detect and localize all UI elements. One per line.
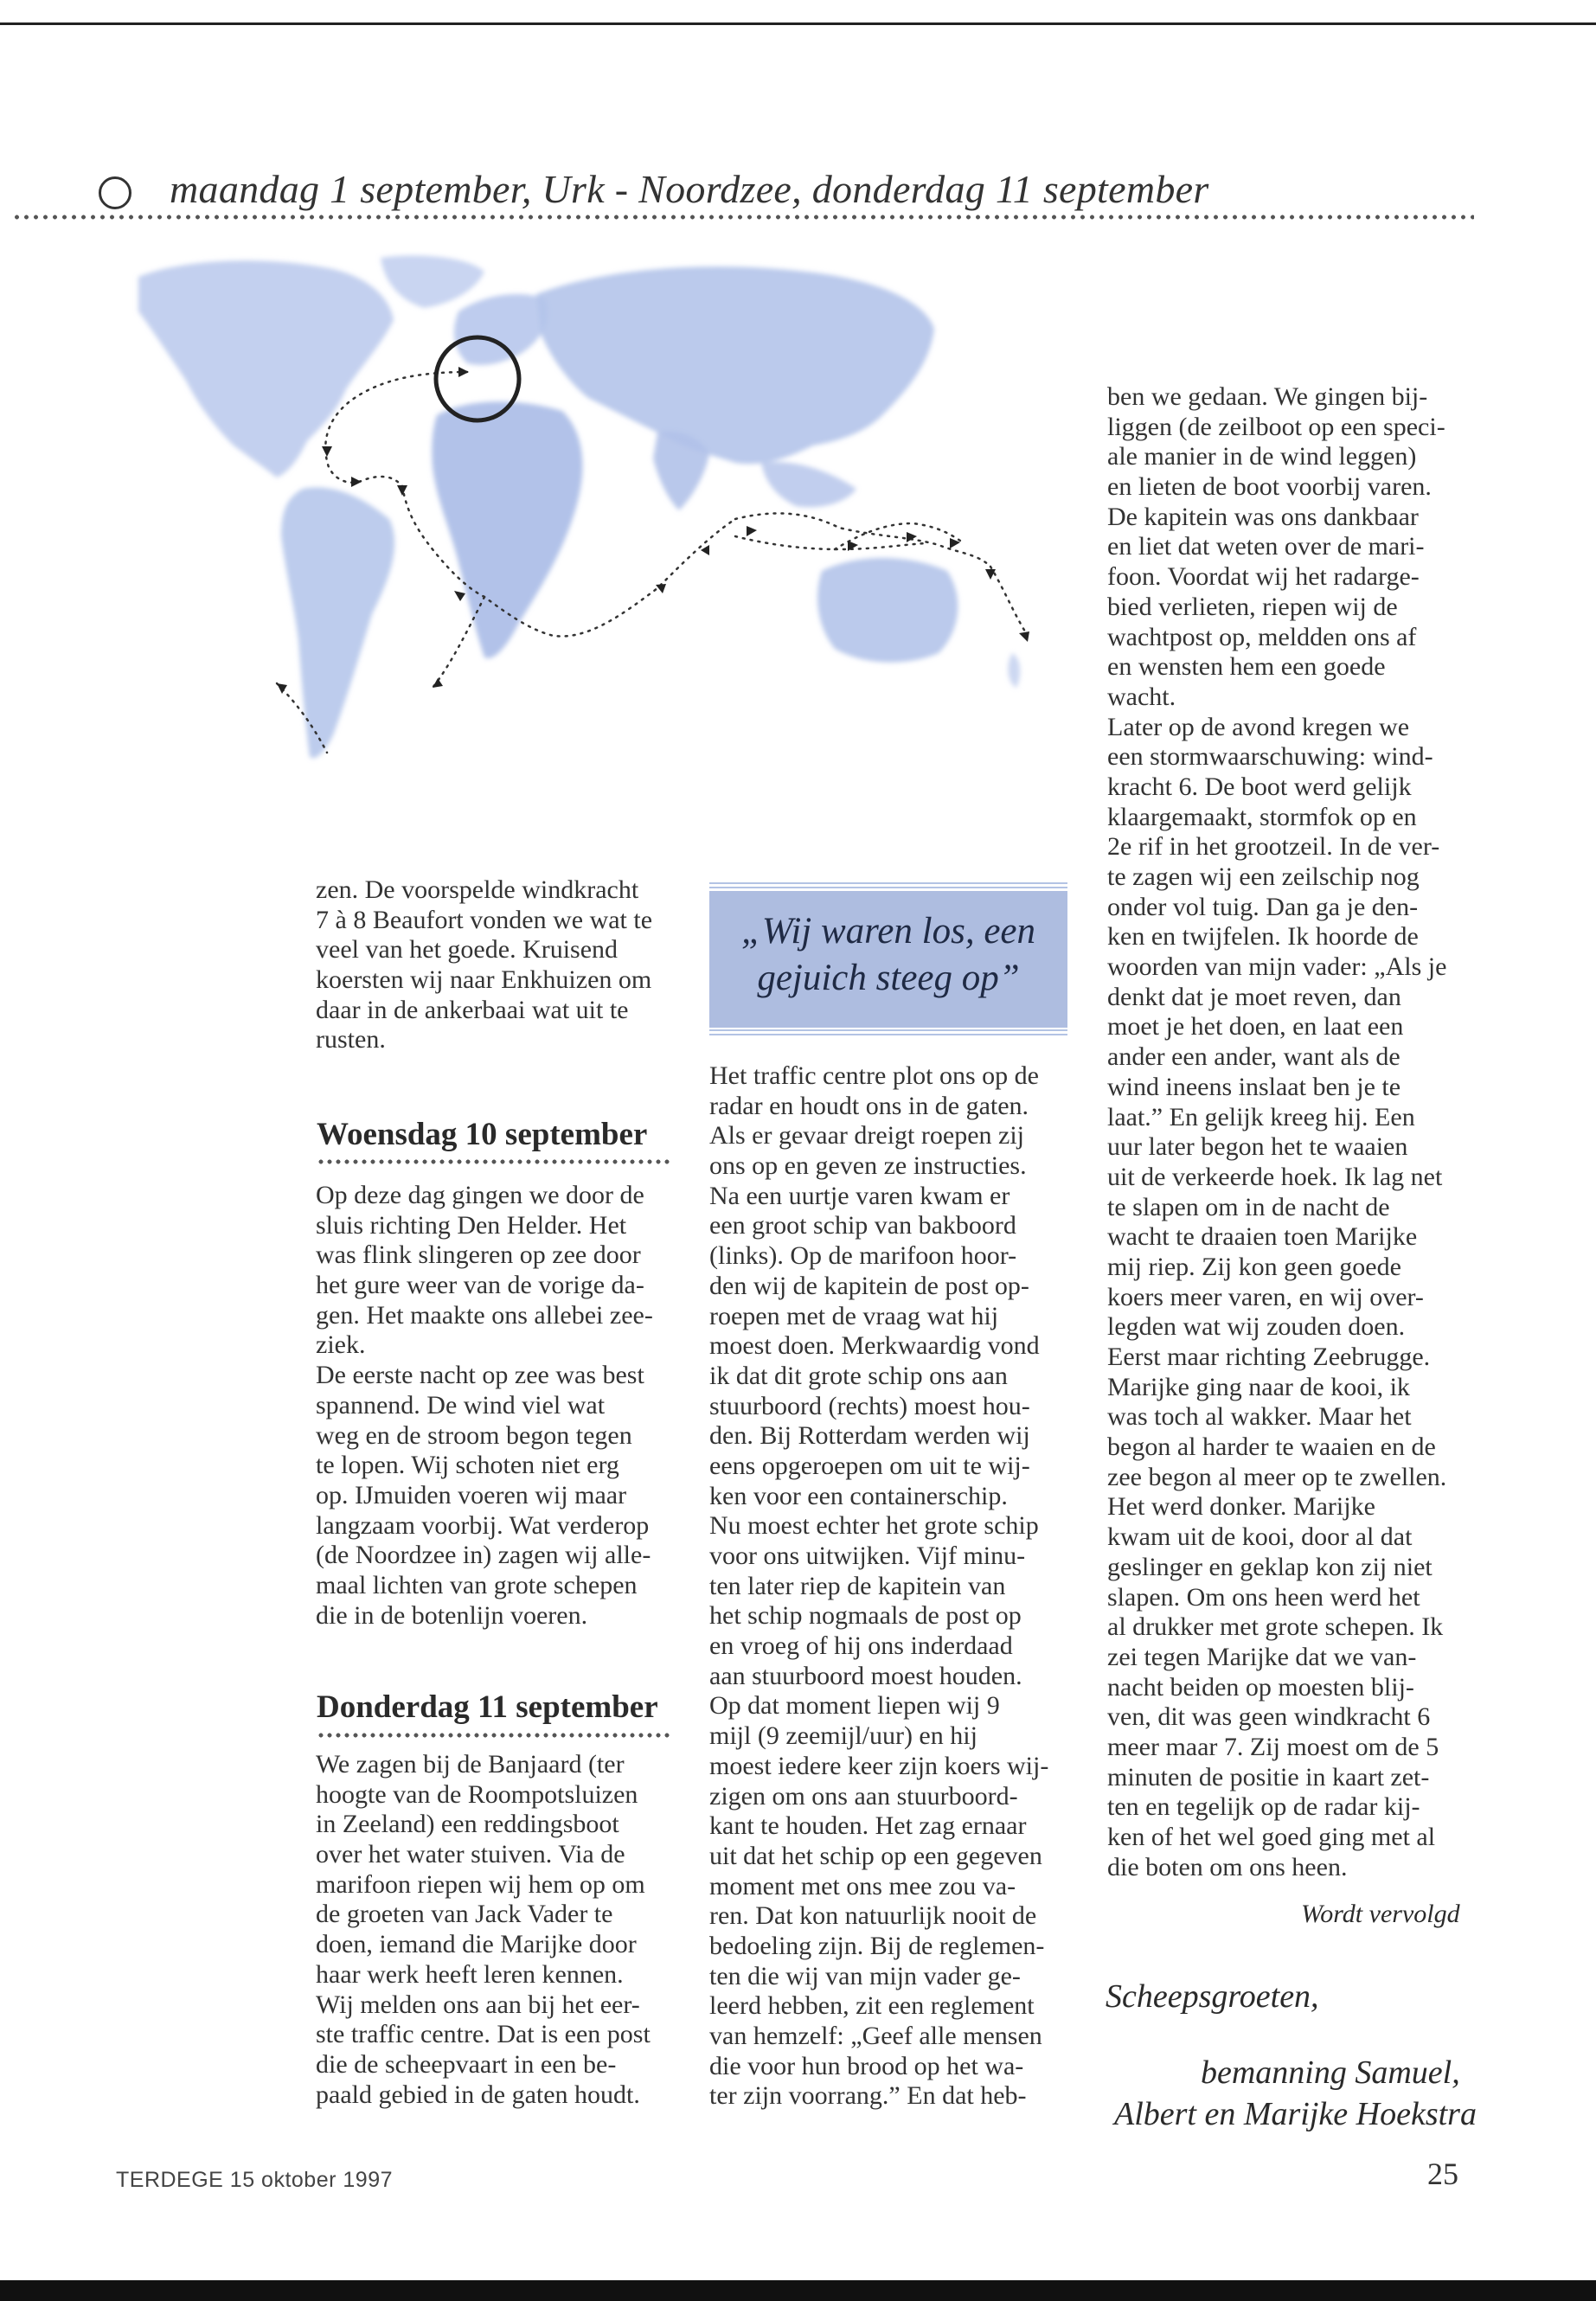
text-line: ven, dit was geen windkracht 6 — [1107, 1702, 1431, 1732]
text-line: ben we gedaan. We gingen bij- — [1107, 382, 1428, 411]
text-line: moest iedere keer zijn koers wij- — [709, 1751, 1049, 1780]
africa — [432, 401, 582, 658]
new-zealand — [1008, 653, 1020, 688]
text-line: zee begon al meer op te zwellen. — [1107, 1462, 1447, 1491]
india — [653, 432, 709, 510]
southeast-asia — [761, 462, 856, 507]
text-line: marifoon riepen wij hem op om — [316, 1869, 645, 1899]
text-line: uit dat het schip op een gegeven — [709, 1841, 1042, 1870]
top-border — [0, 22, 1596, 25]
text-line: en wensten hem een goede — [1107, 652, 1386, 682]
text-line: roepen met de vraag wat hij — [709, 1301, 999, 1330]
text-line: meer maar 7. Zij moest om de 5 — [1107, 1732, 1439, 1761]
text-line: wind ineens inslaat ben je te — [1107, 1072, 1401, 1101]
text-line: ken voor een containerschip. — [709, 1481, 1008, 1510]
text-line: de groeten van Jack Vader te — [316, 1900, 613, 1929]
text-line: ik dat dit grote schip ons aan — [709, 1361, 1008, 1390]
text-line: denkt dat je moet reven, dan — [1107, 982, 1401, 1011]
column-left-donderdag — [316, 1750, 651, 2110]
text-line: was flink slingeren op zee door — [316, 1240, 641, 1270]
text-line: foon. Voordat wij het radarge- — [1107, 562, 1420, 592]
text-line: Op deze dag gingen we door de — [316, 1181, 644, 1209]
text-line: aan stuurboord moest houden. — [709, 1661, 1022, 1690]
column-left-woensdag — [316, 1181, 653, 1631]
europe — [454, 294, 548, 365]
text-line: wacht. — [1107, 682, 1176, 711]
text-line: leerd hebben, zit een reglement — [709, 1991, 1035, 2021]
text-line: weg en de stroom begon tegen — [316, 1420, 632, 1450]
page-header — [12, 164, 1474, 225]
text-line: We zagen bij de Banjaard (ter — [316, 1750, 625, 1779]
text-line: was toch al wakker. Maar het — [1107, 1402, 1412, 1432]
text-line: zei tegen Marijke dat we van- — [1107, 1642, 1417, 1671]
text-line: radar en houdt ons in de gaten. — [709, 1091, 1029, 1120]
text-line: die voor hun brood op het wa- — [709, 2051, 1024, 2080]
text-line: Nu moest echter het grote schip — [709, 1511, 1039, 1541]
text-line: legden wat wij zouden doen. — [1107, 1312, 1406, 1342]
text-line: ale manier in de wind leggen) — [1107, 442, 1417, 471]
text-line: moet je het doen, en laat een — [1107, 1012, 1404, 1042]
text-line: moment met ons mee zou va- — [709, 1871, 1016, 1900]
pull-quote-text: „Wij waren los, een gejuich steeg op” — [740, 911, 1035, 998]
text-line: (de Noordzee in) zagen wij alle- — [316, 1541, 651, 1570]
text-line: eens opgeroepen om uit te wij- — [709, 1451, 1030, 1480]
text-line: ter zijn voorrang.” En dat heb- — [709, 2081, 1027, 2111]
heading-donderdag: Donderdag 11 september — [317, 1689, 658, 1725]
heading-donderdag-dotted-rule — [317, 1733, 670, 1738]
greenland — [381, 255, 484, 308]
text-line: geslinger en geklap kon zij niet — [1107, 1552, 1433, 1581]
text-line: Na een uurtje varen kwam er — [709, 1181, 1010, 1210]
text-line: koersten wij naar Enkhuizen om — [316, 965, 652, 995]
text-line: nacht beiden op moesten blij- — [1107, 1672, 1414, 1702]
text-line: onder vol tuig. Dan ga je den- — [1107, 892, 1419, 921]
text-line: over het water stuiven. Via de — [316, 1840, 625, 1869]
text-line: begon al harder te waaien en de — [1107, 1433, 1436, 1462]
heading-woensdag: Woensdag 10 september — [317, 1117, 648, 1152]
text-line: bied verlieten, riepen wij de — [1107, 592, 1398, 621]
heading-woensdag-dotted-rule — [317, 1159, 670, 1164]
text-line: paald gebied in de gaten houdt. — [316, 2080, 640, 2109]
text-line: voor ons uitwijken. Vijf minu- — [709, 1541, 1026, 1570]
text-line: al drukker met grote schepen. Ik — [1107, 1612, 1444, 1642]
world-map-route — [104, 251, 1073, 822]
text-line: daar in de ankerbaai wat uit te — [316, 995, 629, 1024]
text-line: liggen (de zeilboot op een speci- — [1107, 412, 1445, 441]
south-america — [281, 487, 394, 758]
text-line: mijl (9 zeemijl/uur) en hij — [709, 1721, 977, 1751]
text-line: den wij de kapitein de post op- — [709, 1271, 1029, 1300]
text-line: veel van het goede. Kruisend — [316, 935, 619, 965]
header-title: maandag 1 september, Urk - Noordzee, donderdag 11 september — [170, 167, 1209, 211]
text-line: stuurboord (rechts) moest hou- — [709, 1391, 1030, 1420]
text-line: (links). Op de marifoon hoor- — [709, 1241, 1017, 1271]
text-line: Het werd donker. Marijke — [1107, 1492, 1375, 1522]
to-be-continued: Wordt vervolgd — [1301, 1900, 1460, 1928]
text-line: ten die wij van mijn vader ge- — [709, 1961, 1021, 1990]
text-line: die boten om ons heen. — [1107, 1852, 1348, 1881]
text-line: ken of het wel goed ging met al — [1107, 1823, 1436, 1851]
bottom-border — [0, 2280, 1596, 2301]
text-line: en liet dat weten over de mari- — [1107, 532, 1425, 561]
text-line: maal lichten van grote schepen — [316, 1570, 638, 1599]
text-line: en vroeg of hij ons inderdaad — [709, 1631, 1013, 1661]
page-number: 25 — [1427, 2157, 1458, 2191]
text-line: uit de verkeerde hoek. Ik lag net — [1107, 1162, 1443, 1191]
text-line: koers meer varen, en wij over- — [1107, 1282, 1424, 1311]
text-line: het gure weer van de vorige da- — [316, 1271, 644, 1300]
text-line: ten en tegelijk op de radar kij- — [1107, 1792, 1420, 1822]
text-line: slapen. Om ons heen werd het — [1107, 1582, 1420, 1612]
north-america — [138, 260, 394, 478]
text-line: die in de botenlijn voeren. — [316, 1600, 588, 1630]
text-line: ten later riep de kapitein van — [709, 1571, 1006, 1600]
text-line: ons op en geven ze instructies. — [709, 1151, 1027, 1181]
text-line: die de scheepvaart in een be- — [316, 2049, 617, 2079]
text-line: te slapen om in de nacht de — [1107, 1192, 1390, 1221]
text-line: ander een ander, want als de — [1107, 1042, 1401, 1072]
text-line: Op dat moment liepen wij 9 — [709, 1691, 1000, 1721]
text-line: laat.” En gelijk kreeg hij. Een — [1107, 1102, 1415, 1131]
text-line: een stormwaarschuwing: wind- — [1107, 742, 1433, 772]
text-line: sluis richting Den Helder. Het — [316, 1210, 627, 1240]
text-line: wachtpost op, meldden ons af — [1107, 622, 1417, 651]
text-line: zigen om ons aan stuurboord- — [709, 1781, 1018, 1811]
text-line: ste traffic centre. Dat is een post — [316, 2020, 651, 2049]
text-line: op. IJmuiden voeren wij maar — [316, 1480, 627, 1509]
text-line: minuten de positie in kaart zet- — [1107, 1762, 1430, 1791]
greeting: Scheepsgroeten, — [1106, 1978, 1319, 2015]
text-line: woorden van mijn vader: „Als je — [1107, 952, 1447, 982]
text-line: ziek. — [316, 1330, 366, 1360]
text-line: De kapitein was ons dankbaar — [1107, 502, 1419, 531]
asia — [536, 266, 934, 464]
text-line: het schip nogmaals de post op — [709, 1601, 1022, 1631]
text-line: haar werk heeft leren kennen. — [316, 1959, 624, 1989]
text-line: Eerst maar richting Zeebrugge. — [1107, 1343, 1431, 1371]
text-line: en lieten de boot voorbij varen. — [1107, 472, 1432, 502]
circle-icon — [99, 176, 131, 209]
signature-line-2: Albert en Marijke Hoekstra — [1114, 2096, 1477, 2132]
text-line: den. Bij Rotterdam werden wij — [709, 1421, 1030, 1451]
text-line: wacht te draaien toen Marijke — [1107, 1222, 1418, 1252]
text-line: in Zeeland) een reddingsboot — [316, 1810, 619, 1839]
text-line: rusten. — [316, 1025, 386, 1054]
text-line: Marijke ging naar de kooi, ik — [1107, 1372, 1410, 1401]
text-line: kwam uit de kooi, door al dat — [1107, 1522, 1413, 1552]
text-line: doen, iemand die Marijke door — [316, 1930, 637, 1959]
text-line: bedoeling zijn. Bij de reglemen- — [709, 1931, 1045, 1960]
text-line: van hemzelf: „Geef alle mensen — [709, 2022, 1042, 2050]
signature-line-1: bemanning Samuel, — [1201, 2054, 1460, 2091]
pull-quote — [709, 882, 1067, 1038]
text-line: een groot schip van bakboord — [709, 1211, 1016, 1240]
text-line: De eerste nacht op zee was best — [316, 1361, 644, 1390]
text-line: gen. Het maakte ons allebei zee- — [316, 1300, 653, 1330]
text-line: ren. Dat kon natuurlijk nooit de — [709, 1901, 1037, 1931]
australia — [817, 558, 958, 663]
column-left-intro — [316, 875, 679, 1055]
text-line: spannend. De wind viel wat — [316, 1390, 606, 1420]
text-line: langzaam voorbij. Wat verderop — [316, 1510, 650, 1540]
text-line: te lopen. Wij schoten niet erg — [316, 1451, 619, 1480]
text-line: 7 à 8 Beaufort vonden we wat te — [316, 905, 653, 934]
text-line: Het traffic centre plot ons op de — [709, 1061, 1039, 1090]
text-line: ken en twijfelen. Ik hoorde de — [1107, 922, 1419, 952]
text-line: zen. De voorspelde windkracht — [316, 875, 639, 904]
text-line: kant te houden. Het zag ernaar — [709, 1811, 1027, 1841]
continents — [138, 255, 1020, 758]
text-line: moest doen. Merkwaardig vond — [709, 1331, 1040, 1361]
column-right — [1107, 382, 1479, 1882]
text-line: 2e rif in het grootzeil. In de ver- — [1107, 832, 1440, 862]
text-line: mij riep. Zij kon geen goede — [1107, 1252, 1401, 1281]
footer-publication: TERDEGE 15 oktober 1997 — [116, 2168, 393, 2192]
text-line: Als er gevaar dreigt roepen zij — [709, 1121, 1024, 1150]
text-line: hoogte van de Roompotsluizen — [316, 1779, 638, 1809]
text-line: uur later begon het te waaien — [1107, 1132, 1408, 1162]
text-line: te zagen wij een zeilschip nog — [1107, 862, 1420, 891]
text-line: klaargemaakt, stormfok op en — [1107, 802, 1417, 831]
header-dotted-rule — [12, 215, 1474, 220]
column-middle — [709, 1061, 1081, 2112]
text-line: Later op de avond kregen we — [1107, 712, 1410, 741]
text-line: Wij melden ons aan bij het eer- — [316, 1990, 640, 2019]
text-line: kracht 6. De boot werd gelijk — [1107, 772, 1412, 801]
